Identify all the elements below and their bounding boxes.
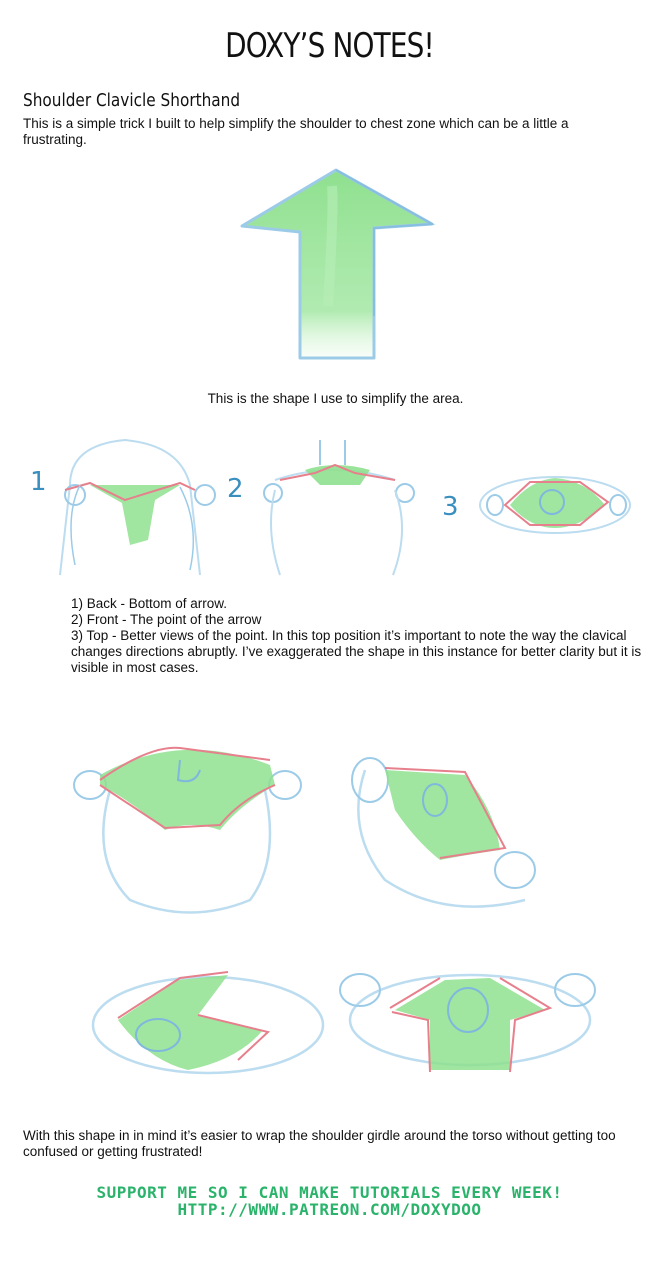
support-line: SUPPORT ME SO I CAN MAKE TUTORIALS EVERY WEEK! bbox=[96, 1183, 563, 1202]
view-top-sketch bbox=[440, 460, 640, 570]
view-number-2: 2 bbox=[227, 474, 244, 504]
list-item: 3) Top - Better views of the point. In this top position it’s important to note the way the clavical changes directions abruptly. I’ve exaggerated the shape in this instance for better clarity but it is visible in most cases. bbox=[71, 628, 642, 675]
outro-text: With this shape in in mind it’s easier to wrap the shoulder girdle around the torso without getting too confused or getting frustrated! bbox=[23, 1128, 616, 1159]
view-number-1: 1 bbox=[30, 467, 47, 497]
sketch-front-large bbox=[70, 740, 310, 920]
list-item: 2) Front - The point of the arrow bbox=[71, 612, 262, 627]
view-front-sketch bbox=[225, 435, 425, 585]
sketch-three-quarter bbox=[345, 750, 545, 920]
arrow-caption: This is the shape I use to simplify the area. bbox=[207, 391, 464, 406]
support-banner bbox=[0, 1184, 659, 1218]
sketch-top-left bbox=[88, 960, 328, 1090]
view-number-3: 3 bbox=[442, 492, 459, 522]
patreon-link[interactable]: HTTP://WWW.PATREON.COM/DOXYDOO bbox=[177, 1200, 482, 1219]
intro-text: This is a simple trick I built to help simplify the shoulder to chest zone which can be a little a frustrating. bbox=[23, 116, 569, 147]
sketch-top-right bbox=[340, 960, 600, 1090]
list-item: 1) Back - Bottom of arrow. bbox=[71, 596, 228, 611]
view-descriptions bbox=[71, 596, 651, 676]
page-title: DOXY’S NOTES! bbox=[225, 26, 434, 66]
arrow-illustration bbox=[236, 166, 436, 366]
view-back-sketch bbox=[30, 435, 220, 585]
section-title: Shoulder Clavicle Shorthand bbox=[23, 90, 241, 111]
